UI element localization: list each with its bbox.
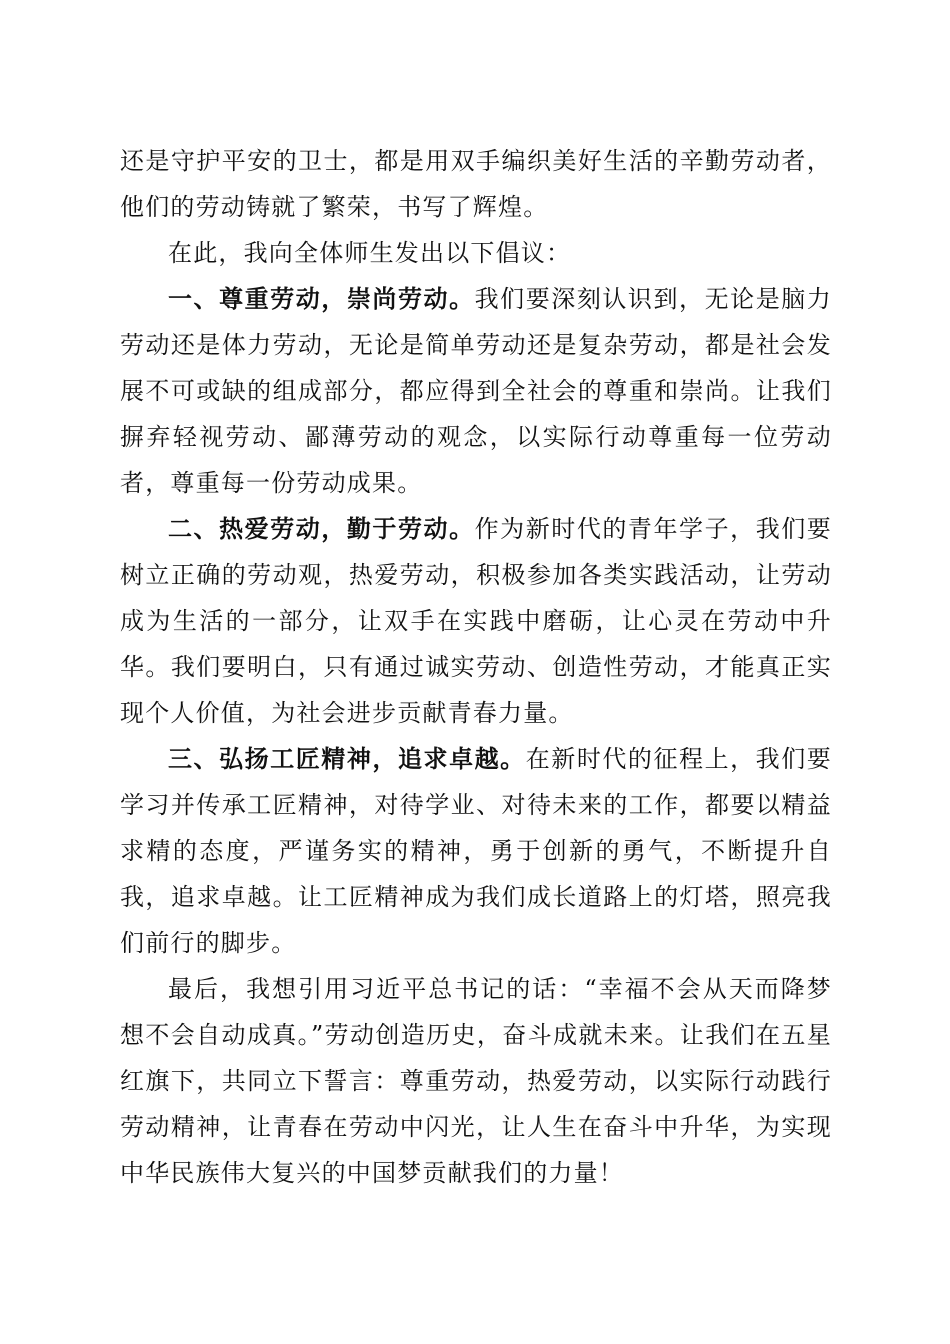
paragraph-text: 在新时代的征程上，我们要学习并传承工匠精神，对待学业、对待未来的工作，都要以精益求精的态度，严谨务实的精神，勇于创新的勇气，不断提升自我，追求卓越。让工匠精神成为我们成长道路上的灯塔，照亮我们前行的脚步。 xyxy=(120,745,832,957)
proposal-heading: 二、热爱劳动，勤于劳动。 xyxy=(168,515,475,543)
paragraph-text: 我们要深刻认识到，无论是脑力劳动还是体力劳动，无论是简单劳动还是复杂劳动，都是社会发展不可或缺的组成部分，都应得到全社会的尊重和崇尚。让我们摒弃轻视劳动、鄙薄劳动的观念，以实际行动尊重每一位劳动者，尊重每一份劳动成果。 xyxy=(120,285,832,497)
paragraph-text: 还是守护平安的卫士，都是用双手编织美好生活的辛勤劳动者，他们的劳动铸就了繁荣，书写了辉煌。 xyxy=(120,147,832,221)
proposal-heading: 三、弘扬工匠精神，追求卓越。 xyxy=(168,745,526,773)
paragraph-text: 作为新时代的青年学子，我们要树立正确的劳动观，热爱劳动，积极参加各类实践活动，让劳动成为生活的一部分，让双手在实践中磨砺，让心灵在劳动中升华。我们要明白，只有通过诚实劳动、创造性劳动，才能真正实现个人价值，为社会进步贡献青春力量。 xyxy=(120,515,832,727)
paragraph-text: 在此，我向全体师生发出以下倡议： xyxy=(168,239,572,267)
paragraph-continuation xyxy=(120,138,832,230)
paragraph-proposal-intro xyxy=(120,230,832,276)
document-body xyxy=(120,138,832,1196)
paragraph-proposal-1 xyxy=(120,276,832,506)
paragraph-text: 最后，我想引用习近平总书记的话：“幸福不会从天而降梦想不会自动成真。”劳动创造历史，奋斗成就未来。让我们在五星红旗下，共同立下誓言：尊重劳动，热爱劳动，以实际行动践行劳动精神，让青春在劳动中闪光，让人生在奋斗中升华，为实现中华民族伟大复兴的中国梦贡献我们的力量！ xyxy=(120,975,832,1187)
paragraph-closing xyxy=(120,966,832,1196)
paragraph-proposal-3 xyxy=(120,736,832,966)
paragraph-proposal-2 xyxy=(120,506,832,736)
proposal-heading: 一、尊重劳动，崇尚劳动。 xyxy=(168,285,475,313)
